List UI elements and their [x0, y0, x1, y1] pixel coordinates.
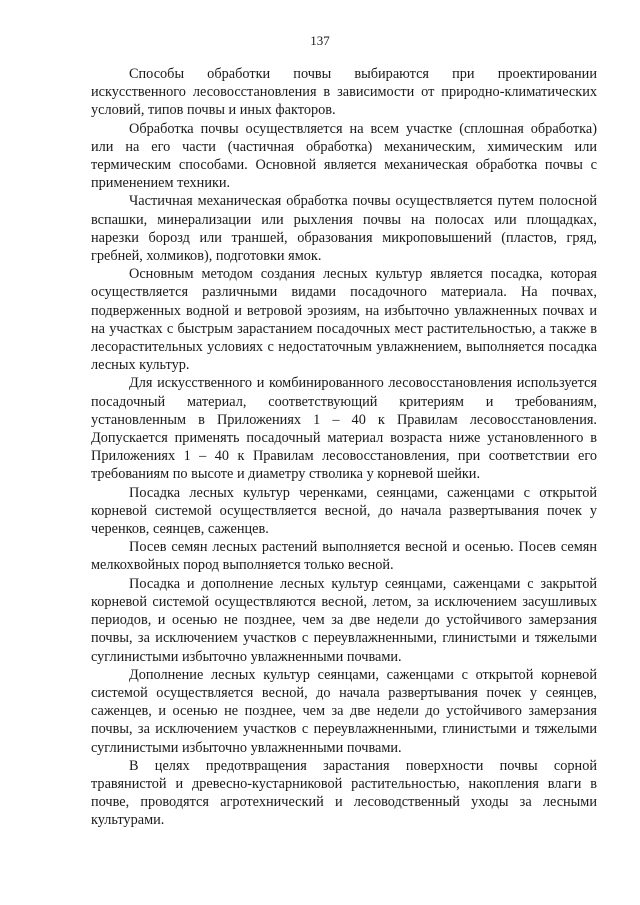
paragraph-closed-root-planting: Посадка и дополнение лесных культур сеянцами, саженцами с закрытой корневой системой осуществляются весной, летом, за исключением засушливых периодов, и осенью не позднее, чем за две недели до устойчивого замерзания почвы, за исключением участков с переувлажненными, глинистыми и тяжелыми суглинистыми избыточно увлажненными почвами.: [91, 575, 597, 665]
paragraph-soil-treatment: Обработка почвы осуществляется на всем участке (сплошная обработка) или на его части (частичная обработка) механическим, химическим или термическим способами. Основной является механическая обработка почвы с применением техники.: [91, 120, 597, 192]
paragraph-open-root-supplement: Дополнение лесных культур сеянцами, саженцами с открытой корневой системой осуществляется весной, до начала развертывания почек у сеянцев, саженцев, и осенью не позднее, чем за две недели до устойчивого замерзания почвы, за исключением участков с переувлажненными, глинистыми и тяжелыми суглинистыми избыточно увлажненными почвами.: [91, 666, 597, 756]
document-body: [91, 65, 597, 830]
paragraph-planting-method: Основным методом создания лесных культур является посадка, которая осуществляется различными видами посадочного материала. На почвах, подверженных водной и ветровой эрозиям, на избыточно увлажненных почвах и на участках с быстрым зарастанием посадочных мест растительностью, а также в лесорастительных условиях с недостаточным увлажнением, выполняется посадка лесных культур.: [91, 266, 597, 374]
paragraph-maintenance: В целях предотвращения зарастания поверхности почвы сорной травянистой и древесно-кустарниковой растительностью, накопления влаги в почве, проводятся агротехнический и лесоводственный уходы за лесными культурами.: [91, 757, 597, 829]
paragraph-soil-methods: Способы обработки почвы выбираются при проектировании искусственного лесовосстановления в зависимости от природно-климатических условий, типов почвы и иных факторов.: [91, 66, 597, 119]
paragraph-open-root-planting: Посадка лесных культур черенками, сеянцами, саженцами с открытой корневой системой осуществляется весной, до начала развертывания почек у черенков, сеянцев, саженцев.: [91, 484, 597, 538]
paragraph-planting-material: Для искусственного и комбинированного лесовосстановления используется посадочный материал, соответствующий критериям и требованиям, установленным в Приложениях 1 – 40 к Правилам лесовосстановления. Допускается применять посадочный материал возраста ниже установленного в Приложениях 1 – 40 к Правилам лесовосстановления, при соответствии его требованиям по высоте и диаметру стволика у корневой шейки.: [91, 375, 597, 483]
page-number: 137: [310, 33, 330, 48]
paragraph-partial-treatment: Частичная механическая обработка почвы осуществляется путем полосной вспашки, минерализации или рыхления почвы на полосах или площадках, нарезки борозд или траншей, образования микроповышений (пластов, гряд, гребней, холмиков), подготовки ямок.: [91, 193, 597, 265]
paragraph-seed-sowing: Посев семян лесных растений выполняется весной и осенью. Посев семян мелкохвойных пород выполняется только весной.: [91, 539, 597, 574]
